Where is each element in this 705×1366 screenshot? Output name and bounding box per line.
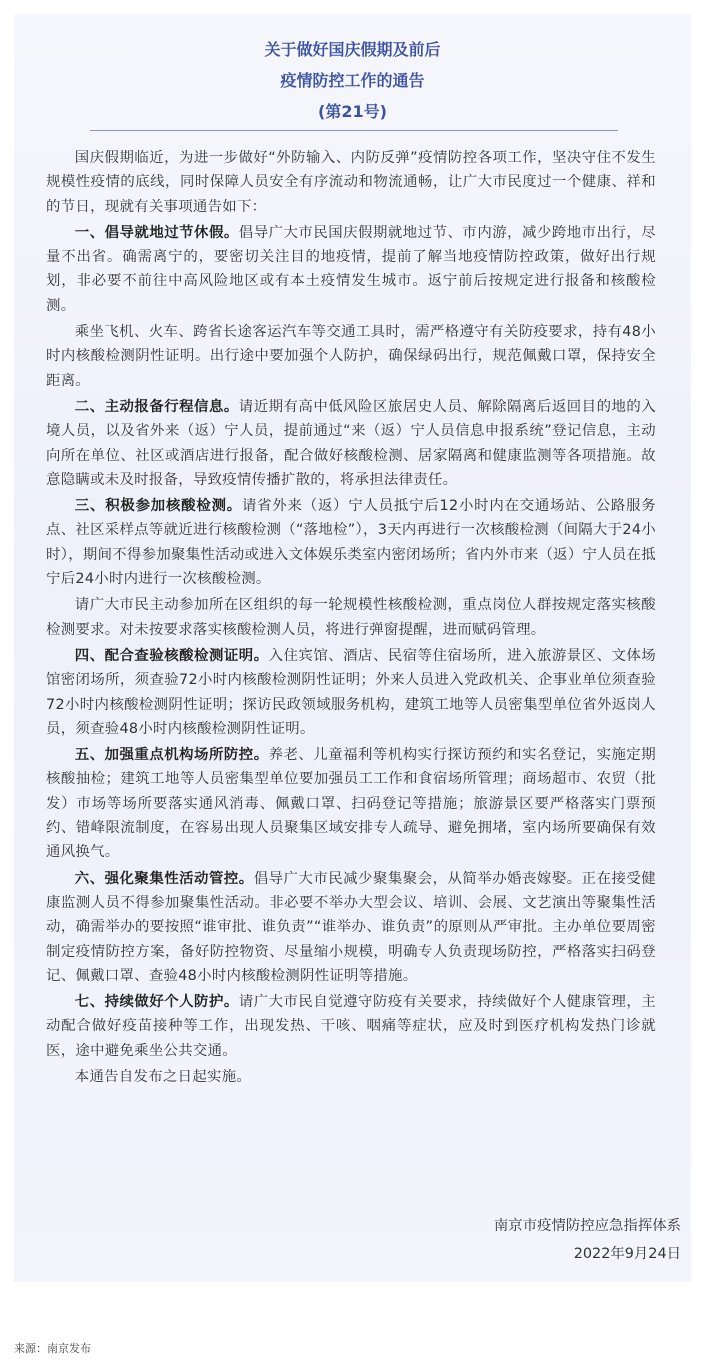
paragraph-text: 倡导广大市民减少聚集聚会，从简举办婚丧嫁娶。正在接受健康监测人员不得参加聚集性活动。非必要不举办大型会议、培训、会展、文艺演出等聚集性活动，确需举办的要按照“谁审批、谁负责”“谁举办、谁负责”的原则从严审批。主办单位要周密制定疫情防控方案，备好防控物资、尽量缩小规模，明确专人负责现场防控，严格落实扫码登记、佩戴口罩、查验48小时内核酸检测阴性证明等措施。	[46, 870, 656, 984]
paragraph	[46, 867, 656, 988]
paragraph-heading: 六、强化聚集性活动管控。	[74, 870, 254, 887]
paragraph-heading: 二、主动报备行程信息。	[74, 398, 239, 415]
paragraph-heading: 一、倡导就地过节休假。	[74, 224, 239, 241]
notice-body	[46, 146, 656, 1089]
title-issue-number: (第21号)	[318, 102, 387, 121]
paragraph	[46, 593, 656, 642]
title-line-2: 疫情防控工作的通告	[280, 71, 425, 90]
paragraph-text: 本通告自发布之日起实施。	[74, 1068, 252, 1085]
paragraph-heading: 三、积极参加核酸检测。	[74, 498, 242, 515]
source-credit: 来源：南京发布	[14, 1342, 91, 1355]
paragraph	[46, 320, 656, 393]
paragraph-text: 入住宾馆、酒店、民宿等住宿场所，进入旅游景区、文体场馆密闭场所，须查验72小时内核酸检测阴性证明；外来人员进入党政机关、企事业单位须查验72小时内核酸检测阴性证明；探访民政领域服务机构，建筑工地等人员密集型单位省外返岗人员，须查验48小时内核酸检测阴性证明。	[46, 647, 656, 737]
paragraph-heading: 四、配合查验核酸检测证明。	[74, 647, 269, 664]
paragraph-heading: 五、加强重点机构场所防控。	[74, 747, 269, 764]
paragraph-heading: 七、持续做好个人防护。	[74, 994, 239, 1011]
title-line-1: 关于做好国庆假期及前后	[264, 40, 441, 59]
paragraph	[46, 990, 656, 1063]
paragraph	[46, 1065, 656, 1089]
paragraph	[46, 146, 656, 219]
paragraph	[46, 644, 656, 741]
paragraph	[46, 221, 656, 318]
paragraph-text: 请广大市民自觉遵守防疫有关要求，持续做好个人健康管理，主动配合做好疫苗接种等工作，出现发热、干咳、咽痛等症状，应及时到医疗机构发热门诊就医，途中避免乘坐公共交通。	[46, 994, 656, 1059]
paragraph-text: 请省外来（返）宁人员抵宁后12小时内在交通场站、公路服务点、社区采样点等就近进行核酸检测（“落地检”），3天内再进行一次核酸检测（间隔大于24小时），期间不得参加聚集性活动或进入文体娱乐类室内密闭场所；省内外市来（返）宁人员在抵宁后24小时内进行一次核酸检测。	[46, 498, 656, 588]
issuing-organization: 南京市疫情防控应急指挥体系	[493, 1218, 681, 1234]
notice-title	[14, 34, 691, 127]
paragraph-text: 请近期有高中低风险区旅居史人员、解除隔离后返回目的地的入境人员，以及省外来（返）宁人员，提前通过“来（返）宁人员信息申报系统”登记信息，主动向所在单位、社区或酒店进行报备，配合做好核酸检测、居家隔离和健康监测等各项措施。故意隐瞒或未及时报备，导致疫情传播扩散的，将承担法律责任。	[46, 398, 656, 488]
paragraph-text: 请广大市民主动参加所在区组织的每一轮规模性核酸检测，重点岗位人群按规定落实核酸检测要求。对未按要求落实核酸检测人员，将进行弹窗提醒，进而赋码管理。	[46, 597, 656, 638]
issue-date: 2022年9月24日	[573, 1246, 681, 1262]
title-divider	[90, 130, 618, 131]
paragraph-text: 养老、儿童福利等机构实行探访预约和实名登记，实施定期核酸抽检；建筑工地等人员密集型单位要加强员工工作和食宿场所管理；商场超市、农贸（批发）市场等场所要落实通风消毒、佩戴口罩、扫码登记等措施；旅游景区要严格落实门票预约、错峰限流制度，在容易出现人员聚集区域安排专人疏导、避免拥堵，室内场所要确保有效通风换气。	[46, 747, 656, 861]
paragraph	[46, 743, 656, 864]
paragraph-text: 国庆假期临近，为进一步做好“外防输入、内防反弹”疫情防控各项工作，坚决守住不发生规模性疫情的底线，同时保障人员安全有序流动和物流通畅，让广大市民度过一个健康、祥和的节日，现就有关事项通告如下：	[46, 150, 656, 215]
paragraph	[46, 494, 656, 591]
paragraph-text: 倡导广大市民国庆假期就地过节、市内游，减少跨地市出行，尽量不出省。确需离宁的，要密切关注目的地疫情，提前了解当地疫情防控政策，做好出行规划，非必要不前往中高风险地区或有本土疫情发生城市。返宁前后按规定进行报备和核酸检测。	[46, 224, 656, 314]
signature-block	[494, 1212, 681, 1268]
paragraph	[46, 395, 656, 492]
paragraph-text: 乘坐飞机、火车、跨省长途客运汽车等交通工具时，需严格遵守有关防疫要求，持有48小时内核酸检测阴性证明。出行途中要加强个人防护，确保绿码出行，规范佩戴口罩，保持安全距离。	[46, 324, 656, 389]
